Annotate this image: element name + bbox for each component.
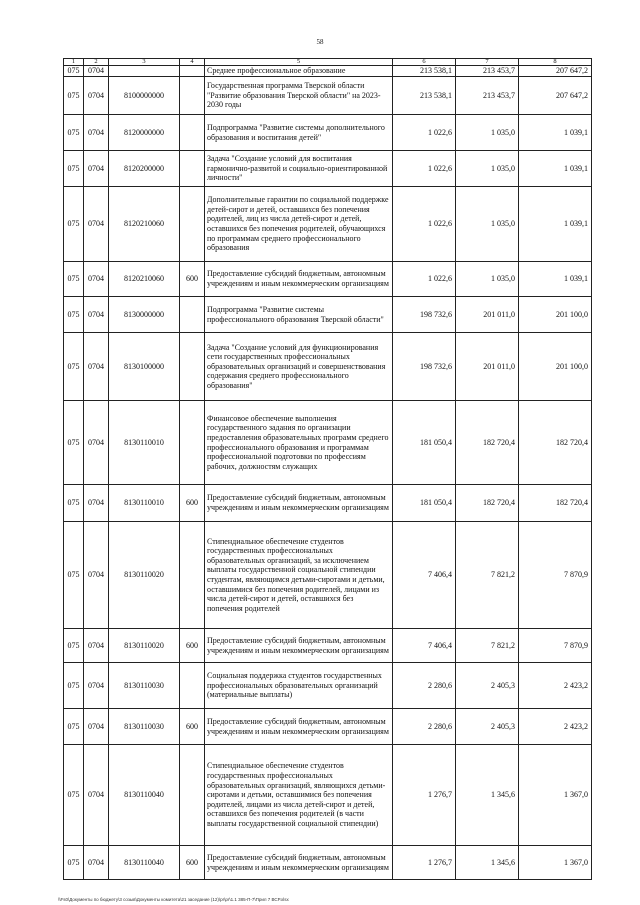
ministry-code-cell: 075 <box>64 77 84 115</box>
table-row <box>64 629 592 663</box>
amount-2025-cell: 2 405,3 <box>456 709 519 745</box>
section-code-cell: 0704 <box>84 187 109 262</box>
target-article-cell <box>109 66 180 77</box>
amount-2024-cell: 213 538,1 <box>393 66 456 77</box>
amount-2024-cell: 2 280,6 <box>393 663 456 709</box>
column-number-row <box>64 59 592 66</box>
amount-2024-cell: 1 022,6 <box>393 115 456 151</box>
target-article-cell: 8130110010 <box>109 401 180 485</box>
amount-2026-cell: 1 039,1 <box>519 115 592 151</box>
amount-2025-cell: 213 453,7 <box>456 66 519 77</box>
ministry-code-cell: 075 <box>64 745 84 846</box>
table-row <box>64 401 592 485</box>
col-header: 1 <box>64 59 84 66</box>
ministry-code-cell: 075 <box>64 151 84 187</box>
item-name-cell: Финансовое обеспечение выполнения государственного задания по организации предоставления образовательных программ среднего профессионального образования и программам профессиональной подготовки по профессиям рабочих, должностям служащих <box>205 401 393 485</box>
amount-2024-cell: 1 022,6 <box>393 151 456 187</box>
amount-2024-cell: 7 406,4 <box>393 522 456 629</box>
target-article-cell: 8130110020 <box>109 522 180 629</box>
amount-2026-cell: 182 720,4 <box>519 485 592 522</box>
expense-type-cell: 600 <box>180 485 205 522</box>
file-path-footer: \\Fs0\Документы по бюджету\3 созыв\Документы комитета\21 заседание (12)\pr\pr\1.1 385-П-7\Прил 7 ВСР.xlsx <box>58 897 289 902</box>
amount-2025-cell: 201 011,0 <box>456 297 519 333</box>
item-name-cell: Стипендиальное обеспечение студентов государственных профессиональных образовательных организаций, за исключением выплаты государственной социальной стипендии студентам, являющимся детьми-сиротами и детьми, оставшимися без попечения родителей, лицами из числа детей-сирот и детей, оставшихся без попечения родителей <box>205 522 393 629</box>
amount-2025-cell: 182 720,4 <box>456 485 519 522</box>
ministry-code-cell: 075 <box>64 401 84 485</box>
target-article-cell: 8130110040 <box>109 745 180 846</box>
amount-2024-cell: 181 050,4 <box>393 485 456 522</box>
col-header: 3 <box>109 59 180 66</box>
table-row <box>64 485 592 522</box>
ministry-code-cell: 075 <box>64 297 84 333</box>
section-code-cell: 0704 <box>84 66 109 77</box>
expense-type-cell <box>180 77 205 115</box>
expense-type-cell <box>180 115 205 151</box>
amount-2025-cell: 7 821,2 <box>456 522 519 629</box>
col-header: 4 <box>180 59 205 66</box>
expense-type-cell <box>180 187 205 262</box>
amount-2025-cell: 1 035,0 <box>456 115 519 151</box>
target-article-cell: 8130110030 <box>109 663 180 709</box>
amount-2025-cell: 1 345,6 <box>456 846 519 880</box>
section-code-cell: 0704 <box>84 333 109 401</box>
table-row <box>64 262 592 297</box>
amount-2025-cell: 182 720,4 <box>456 401 519 485</box>
table-row <box>64 333 592 401</box>
amount-2026-cell: 1 039,1 <box>519 151 592 187</box>
item-name-cell: Предоставление субсидий бюджетным, автономным учреждениям и иным некоммерческим организациям <box>205 485 393 522</box>
ministry-code-cell: 075 <box>64 663 84 709</box>
amount-2026-cell: 2 423,2 <box>519 709 592 745</box>
amount-2025-cell: 1 035,0 <box>456 151 519 187</box>
target-article-cell: 8130000000 <box>109 297 180 333</box>
amount-2025-cell: 1 345,6 <box>456 745 519 846</box>
ministry-code-cell: 075 <box>64 115 84 151</box>
item-name-cell: Подпрограмма "Развитие системы дополнительного образования и воспитания детей" <box>205 115 393 151</box>
table-row <box>64 297 592 333</box>
table-row <box>64 77 592 115</box>
ministry-code-cell: 075 <box>64 66 84 77</box>
section-code-cell: 0704 <box>84 663 109 709</box>
amount-2026-cell: 1 039,1 <box>519 187 592 262</box>
target-article-cell: 8100000000 <box>109 77 180 115</box>
amount-2024-cell: 181 050,4 <box>393 401 456 485</box>
amount-2025-cell: 7 821,2 <box>456 629 519 663</box>
expense-type-cell <box>180 745 205 846</box>
amount-2025-cell: 201 011,0 <box>456 333 519 401</box>
amount-2026-cell: 182 720,4 <box>519 401 592 485</box>
amount-2024-cell: 1 276,7 <box>393 846 456 880</box>
expense-type-cell: 600 <box>180 846 205 880</box>
amount-2024-cell: 2 280,6 <box>393 709 456 745</box>
amount-2025-cell: 213 453,7 <box>456 77 519 115</box>
expense-type-cell <box>180 297 205 333</box>
section-code-cell: 0704 <box>84 297 109 333</box>
amount-2025-cell: 2 405,3 <box>456 663 519 709</box>
item-name-cell: Государственная программа Тверской области "Развитие образования Тверской области" на 2023-2030 годы <box>205 77 393 115</box>
ministry-code-cell: 075 <box>64 522 84 629</box>
amount-2026-cell: 1 039,1 <box>519 262 592 297</box>
item-name-cell: Задача "Создание условий для функционирования сети государственных профессиональных образовательных организаций и совершенствования содержания среднего профессионального образования" <box>205 333 393 401</box>
table-row <box>64 745 592 846</box>
section-code-cell: 0704 <box>84 401 109 485</box>
target-article-cell: 8130110010 <box>109 485 180 522</box>
col-header: 8 <box>519 59 592 66</box>
amount-2025-cell: 1 035,0 <box>456 262 519 297</box>
col-header: 7 <box>456 59 519 66</box>
ministry-code-cell: 075 <box>64 262 84 297</box>
amount-2026-cell: 2 423,2 <box>519 663 592 709</box>
item-name-cell: Задача "Создание условий для воспитания гармонично-развитой и социально-ориентированной личности" <box>205 151 393 187</box>
amount-2026-cell: 201 100,0 <box>519 297 592 333</box>
amount-2025-cell: 1 035,0 <box>456 187 519 262</box>
page-number: 58 <box>316 38 324 46</box>
col-header: 6 <box>393 59 456 66</box>
item-name-cell: Среднее профессиональное образование <box>205 66 393 77</box>
amount-2024-cell: 7 406,4 <box>393 629 456 663</box>
amount-2026-cell: 7 870,9 <box>519 522 592 629</box>
item-name-cell: Предоставление субсидий бюджетным, автономным учреждениям и иным некоммерческим организациям <box>205 262 393 297</box>
amount-2024-cell: 1 022,6 <box>393 187 456 262</box>
table-row <box>64 187 592 262</box>
amount-2024-cell: 213 538,1 <box>393 77 456 115</box>
section-code-cell: 0704 <box>84 77 109 115</box>
target-article-cell: 8120210060 <box>109 262 180 297</box>
section-code-cell: 0704 <box>84 629 109 663</box>
col-header: 5 <box>205 59 393 66</box>
ministry-code-cell: 075 <box>64 846 84 880</box>
target-article-cell: 8120210060 <box>109 187 180 262</box>
table-row <box>64 846 592 880</box>
table-row <box>64 151 592 187</box>
section-code-cell: 0704 <box>84 262 109 297</box>
target-article-cell: 8130110030 <box>109 709 180 745</box>
amount-2026-cell: 207 647,2 <box>519 77 592 115</box>
amount-2026-cell: 1 367,0 <box>519 846 592 880</box>
target-article-cell: 8120200000 <box>109 151 180 187</box>
amount-2026-cell: 7 870,9 <box>519 629 592 663</box>
section-code-cell: 0704 <box>84 846 109 880</box>
target-article-cell: 8120000000 <box>109 115 180 151</box>
item-name-cell: Стипендиальное обеспечение студентов государственных профессиональных образовательных организаций, являющихся детьми-сиротами и детьми, оставшимися без попечения родителей, лицами из числа детей-сирот и детей, оставшихся без попечения родителей (в части выплаты государственной социальной стипендии) <box>205 745 393 846</box>
budget-table <box>63 58 592 880</box>
target-article-cell: 8130110040 <box>109 846 180 880</box>
amount-2024-cell: 198 732,6 <box>393 333 456 401</box>
table-row <box>64 115 592 151</box>
section-code-cell: 0704 <box>84 522 109 629</box>
section-code-cell: 0704 <box>84 745 109 846</box>
section-code-cell: 0704 <box>84 151 109 187</box>
ministry-code-cell: 075 <box>64 333 84 401</box>
amount-2024-cell: 198 732,6 <box>393 297 456 333</box>
section-code-cell: 0704 <box>84 485 109 522</box>
col-header: 2 <box>84 59 109 66</box>
amount-2024-cell: 1 022,6 <box>393 262 456 297</box>
item-name-cell: Подпрограмма "Развитие системы профессионального образования Тверской области" <box>205 297 393 333</box>
expense-type-cell: 600 <box>180 262 205 297</box>
ministry-code-cell: 075 <box>64 485 84 522</box>
expense-type-cell <box>180 522 205 629</box>
section-code-cell: 0704 <box>84 115 109 151</box>
expense-type-cell: 600 <box>180 709 205 745</box>
expense-type-cell: 600 <box>180 629 205 663</box>
target-article-cell: 8130110020 <box>109 629 180 663</box>
expense-type-cell <box>180 663 205 709</box>
table-row <box>64 522 592 629</box>
expense-type-cell <box>180 66 205 77</box>
expense-type-cell <box>180 151 205 187</box>
amount-2026-cell: 207 647,2 <box>519 66 592 77</box>
item-name-cell: Дополнительные гарантии по социальной поддержке детей-сирот и детей, оставшихся без попечения родителей, лиц из числа детей-сирот и детей, оставшихся без попечения родителей, обучающихся по программам среднего профессионального образования <box>205 187 393 262</box>
table-row <box>64 66 592 77</box>
amount-2026-cell: 201 100,0 <box>519 333 592 401</box>
table-row <box>64 709 592 745</box>
amount-2024-cell: 1 276,7 <box>393 745 456 846</box>
target-article-cell: 8130100000 <box>109 333 180 401</box>
item-name-cell: Предоставление субсидий бюджетным, автономным учреждениям и иным некоммерческим организациям <box>205 629 393 663</box>
amount-2026-cell: 1 367,0 <box>519 745 592 846</box>
section-code-cell: 0704 <box>84 709 109 745</box>
ministry-code-cell: 075 <box>64 709 84 745</box>
item-name-cell: Предоставление субсидий бюджетным, автономным учреждениям и иным некоммерческим организациям <box>205 846 393 880</box>
expense-type-cell <box>180 333 205 401</box>
table-row <box>64 663 592 709</box>
ministry-code-cell: 075 <box>64 629 84 663</box>
item-name-cell: Предоставление субсидий бюджетным, автономным учреждениям и иным некоммерческим организациям <box>205 709 393 745</box>
expense-type-cell <box>180 401 205 485</box>
ministry-code-cell: 075 <box>64 187 84 262</box>
item-name-cell: Социальная поддержка студентов государственных профессиональных образовательных организаций (материальные выплаты) <box>205 663 393 709</box>
